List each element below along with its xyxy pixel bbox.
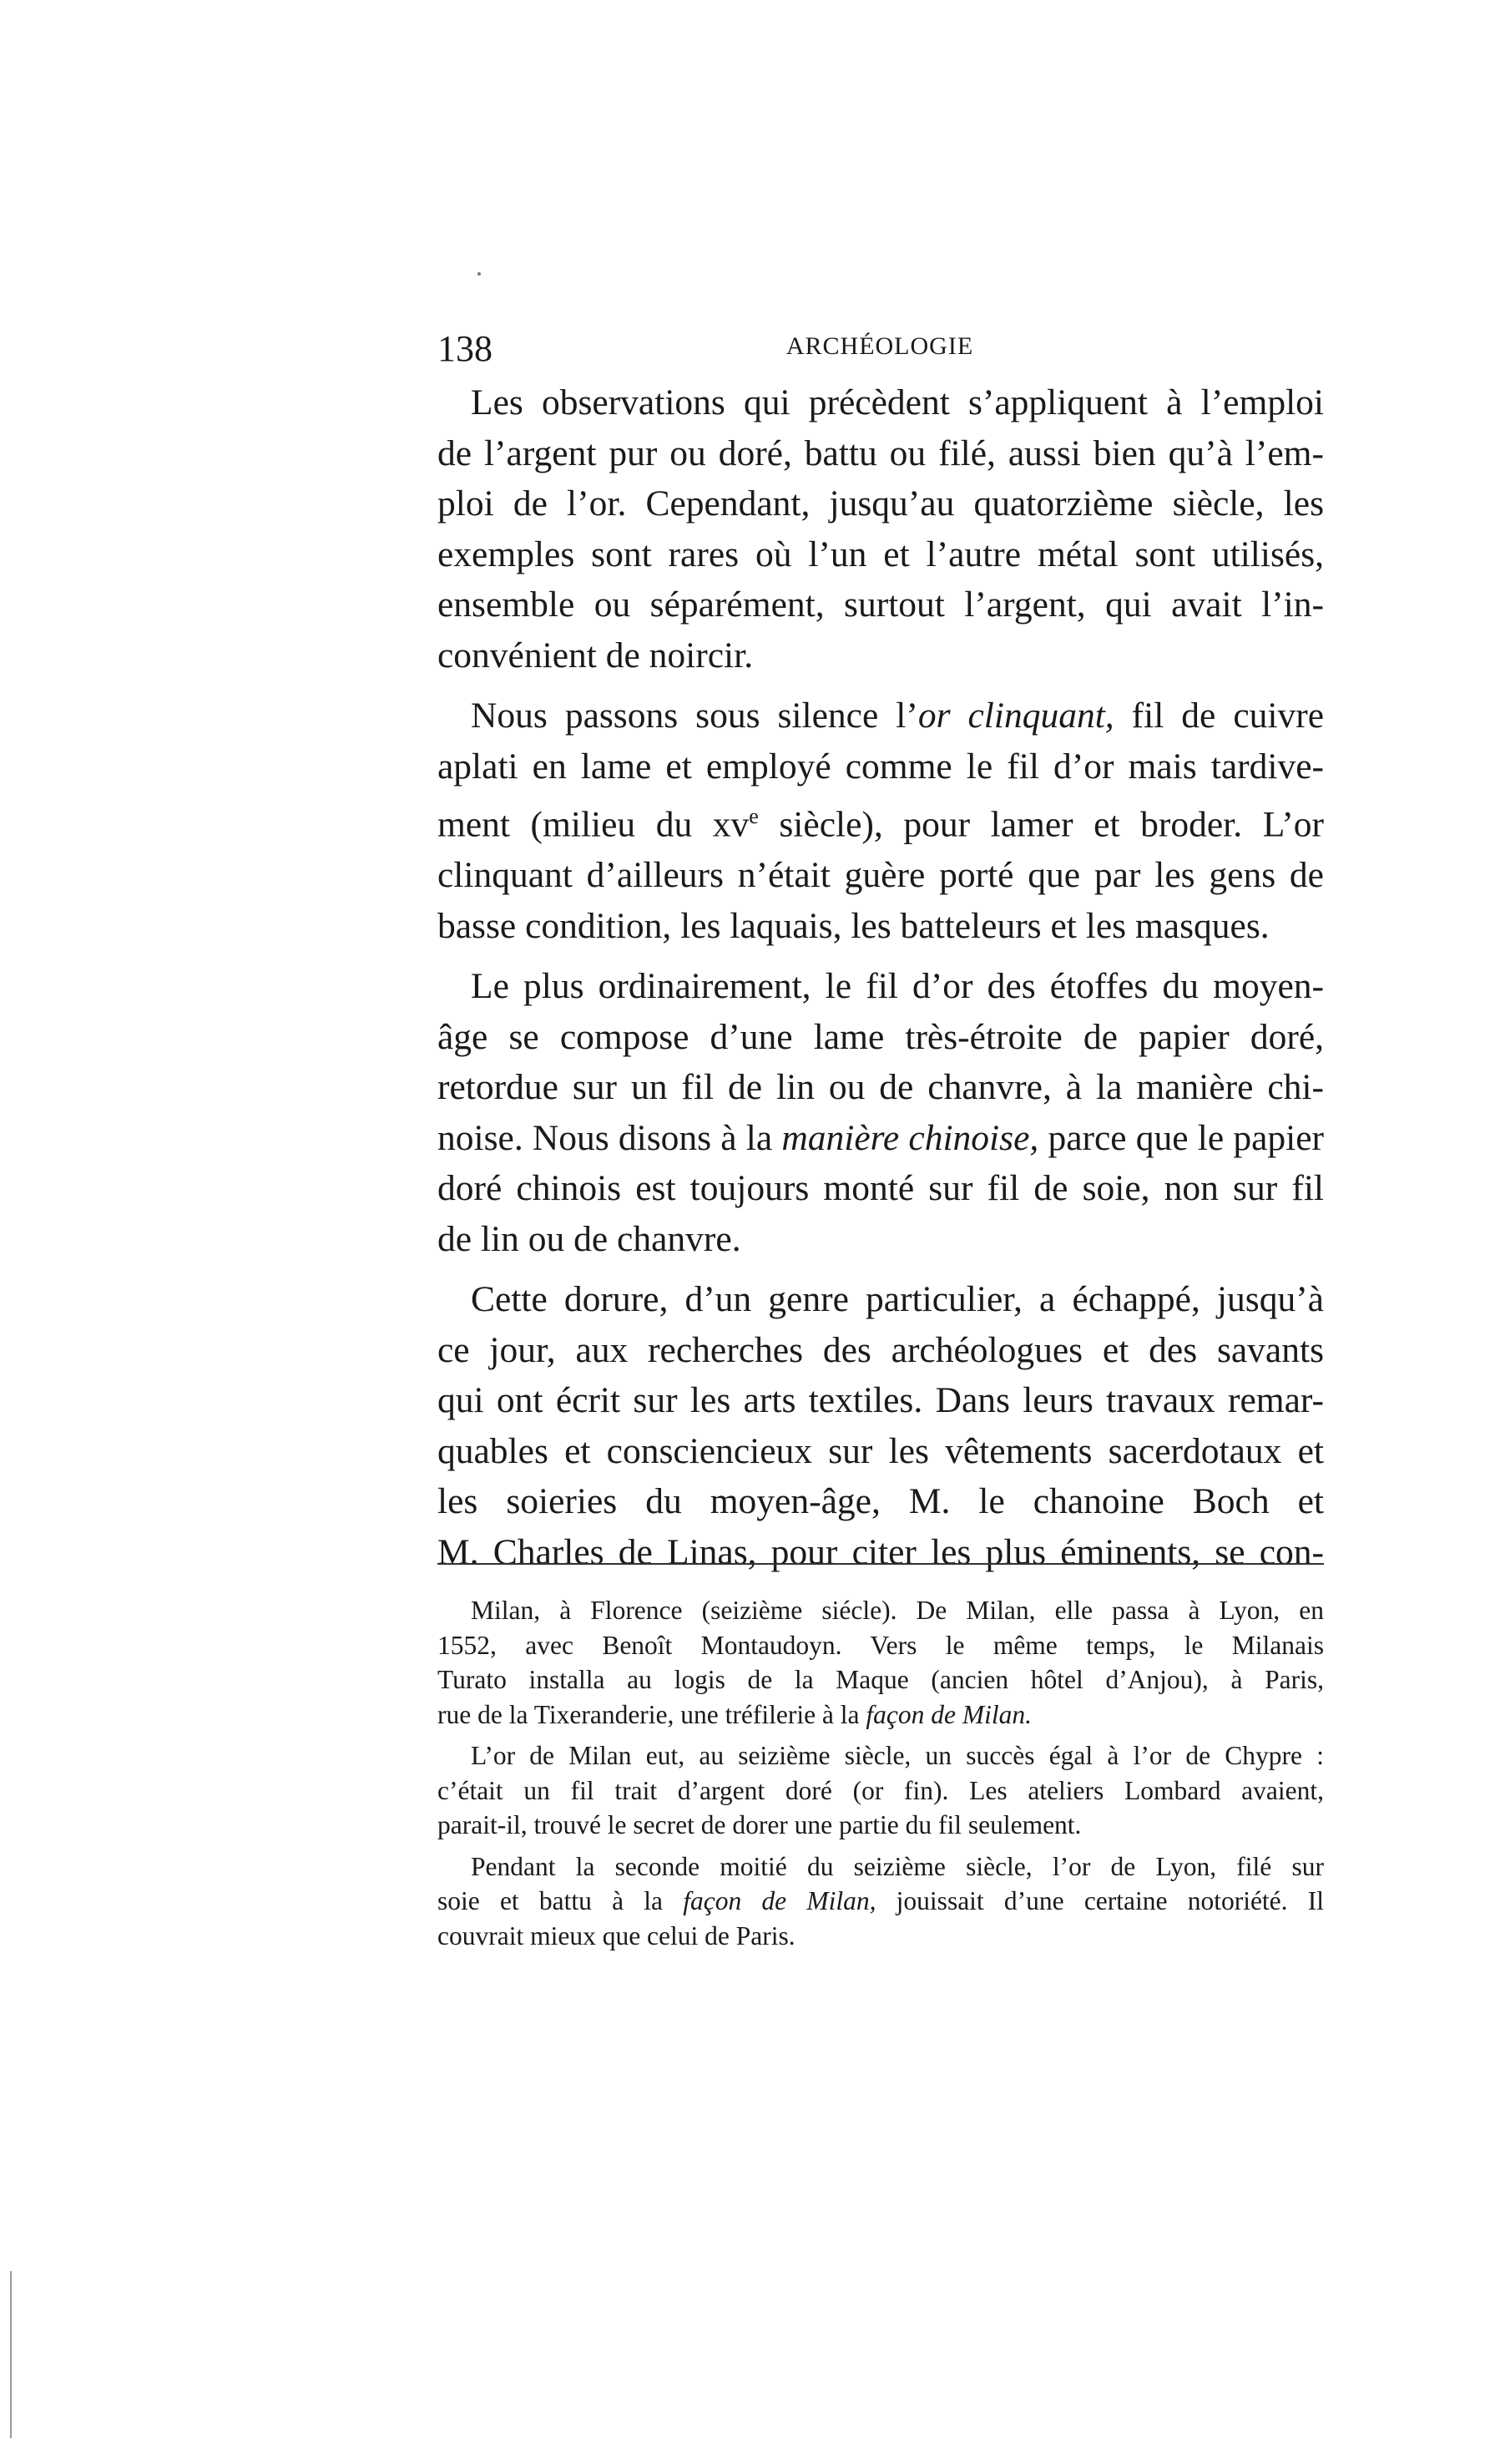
text-line: convénient de noircir. bbox=[437, 635, 754, 675]
ink-speck bbox=[477, 272, 481, 276]
italic-term: façon de Milan, bbox=[683, 1886, 876, 1915]
text-line: de l’argent pur ou doré, battu ou filé, aussi bien qu’à l’em- bbox=[437, 433, 1324, 473]
paragraph-3 bbox=[437, 961, 1324, 1264]
running-title: ARCHÉOLOGIE bbox=[785, 332, 974, 360]
footnote-line: L’or de Milan eut, au seizième siècle, un succès égal à l’or de Chypre : bbox=[471, 1741, 1324, 1770]
paragraph-2 bbox=[437, 691, 1324, 951]
footnote-1 bbox=[437, 1593, 1324, 1732]
text-line: ploi de l’or. Cependant, jusqu’au quatorzième siècle, les bbox=[437, 483, 1324, 524]
footnote-line: parait-il, trouvé le secret de dorer une partie du fil seulement. bbox=[437, 1810, 1082, 1839]
italic-term: façon de Milan. bbox=[866, 1699, 1032, 1729]
text-run: ment (milieu du xv bbox=[437, 804, 750, 845]
text-line: de lin ou de chanvre. bbox=[437, 1218, 741, 1259]
footnote-rule bbox=[437, 1563, 1324, 1565]
text-run: parce que le papier bbox=[1038, 1117, 1325, 1158]
text-run: fil de cuivre bbox=[1114, 696, 1325, 736]
footnote-line bbox=[437, 1884, 1324, 1919]
text-line: les soieries du moyen-âge, M. le chanoine Boch et bbox=[437, 1481, 1324, 1521]
text-line bbox=[437, 792, 1324, 850]
footnote-2 bbox=[437, 1738, 1324, 1843]
text-line: âge se compose d’une lame très-étroite de papier doré, bbox=[437, 1016, 1324, 1057]
text-line bbox=[437, 691, 1324, 741]
text-line: doré chinois est toujours monté sur fil de soie, non sur fil bbox=[437, 1168, 1324, 1208]
running-head bbox=[437, 327, 1322, 377]
text-line: qui ont écrit sur les arts textiles. Dans leurs travaux remar- bbox=[437, 1380, 1324, 1420]
footnote-line: Milan, à Florence (seizième siécle). De Milan, elle passa à Lyon, en bbox=[471, 1596, 1324, 1625]
page-number: 138 bbox=[437, 328, 492, 369]
text-line: Cette dorure, d’un genre particulier, a échappé, jusqu’à bbox=[471, 1279, 1324, 1319]
text-line: M. Charles de Linas, pour citer les plus éminents, se con- bbox=[437, 1531, 1324, 1572]
text-line: Les observations qui précèdent s’appliquent à l’emploi bbox=[471, 382, 1324, 422]
text-run: rue de la Tixeranderie, une tréfilerie à la bbox=[437, 1699, 866, 1729]
footnote-line: Turato installa au logis de la Maque (ancien hôtel d’Anjou), à Paris, bbox=[437, 1665, 1324, 1694]
footnote-line: 1552, avec Benoît Montaudoyn. Vers le même temps, le Milanais bbox=[437, 1630, 1324, 1660]
text-line: basse condition, les laquais, les batteleurs et les masques. bbox=[437, 905, 1270, 946]
text-line: ensemble ou séparément, surtout l’argent, qui avait l’in- bbox=[437, 584, 1324, 625]
text-line: quables et consciencieux sur les vêtements sacerdotaux et bbox=[437, 1430, 1324, 1471]
scan-edge-mark bbox=[10, 2271, 12, 2438]
italic-term: or clinquant, bbox=[917, 696, 1114, 736]
text-line bbox=[437, 1113, 1324, 1164]
italic-term: manière chinoise, bbox=[781, 1117, 1039, 1158]
main-text bbox=[437, 377, 1324, 1587]
footnote-line bbox=[437, 1697, 1324, 1733]
text-line: ce jour, aux recherches des archéologues et des savants bbox=[437, 1329, 1324, 1370]
text-line: Le plus ordinairement, le fil d’or des étoffes du moyen- bbox=[471, 966, 1324, 1006]
paragraph-4 bbox=[437, 1274, 1324, 1577]
text-line: clinquant d’ailleurs n’était guère porté que par les gens de bbox=[437, 855, 1324, 895]
text-run: soie et battu à la bbox=[437, 1886, 684, 1915]
footnote-line: Pendant la seconde moitié du seizième siècle, l’or de Lyon, filé sur bbox=[471, 1851, 1324, 1881]
footnote-line: couvrait mieux que celui de Paris. bbox=[437, 1920, 796, 1950]
text-run: siècle), pour lamer et broder. L’or bbox=[758, 804, 1324, 845]
superscript: e bbox=[749, 804, 759, 828]
text-line: exemples sont rares où l’un et l’autre métal sont utilisés, bbox=[437, 534, 1324, 574]
text-line: retordue sur un fil de lin ou de chanvre, à la manière chi- bbox=[437, 1067, 1324, 1107]
footnote-line: c’était un fil trait d’argent doré (or fin). Les ateliers Lombard avaient, bbox=[437, 1775, 1324, 1805]
text-run: Nous passons sous silence l’ bbox=[471, 696, 918, 736]
text-line: aplati en lame et employé comme le fil d’or mais tardive- bbox=[437, 746, 1324, 787]
text-run: noise. Nous disons à la bbox=[437, 1117, 782, 1158]
paragraph-1 bbox=[437, 377, 1324, 681]
footnotes bbox=[437, 1593, 1324, 1960]
footnote-3 bbox=[437, 1849, 1324, 1954]
text-run: jouissait d’une certaine notoriété. Il bbox=[876, 1886, 1324, 1915]
